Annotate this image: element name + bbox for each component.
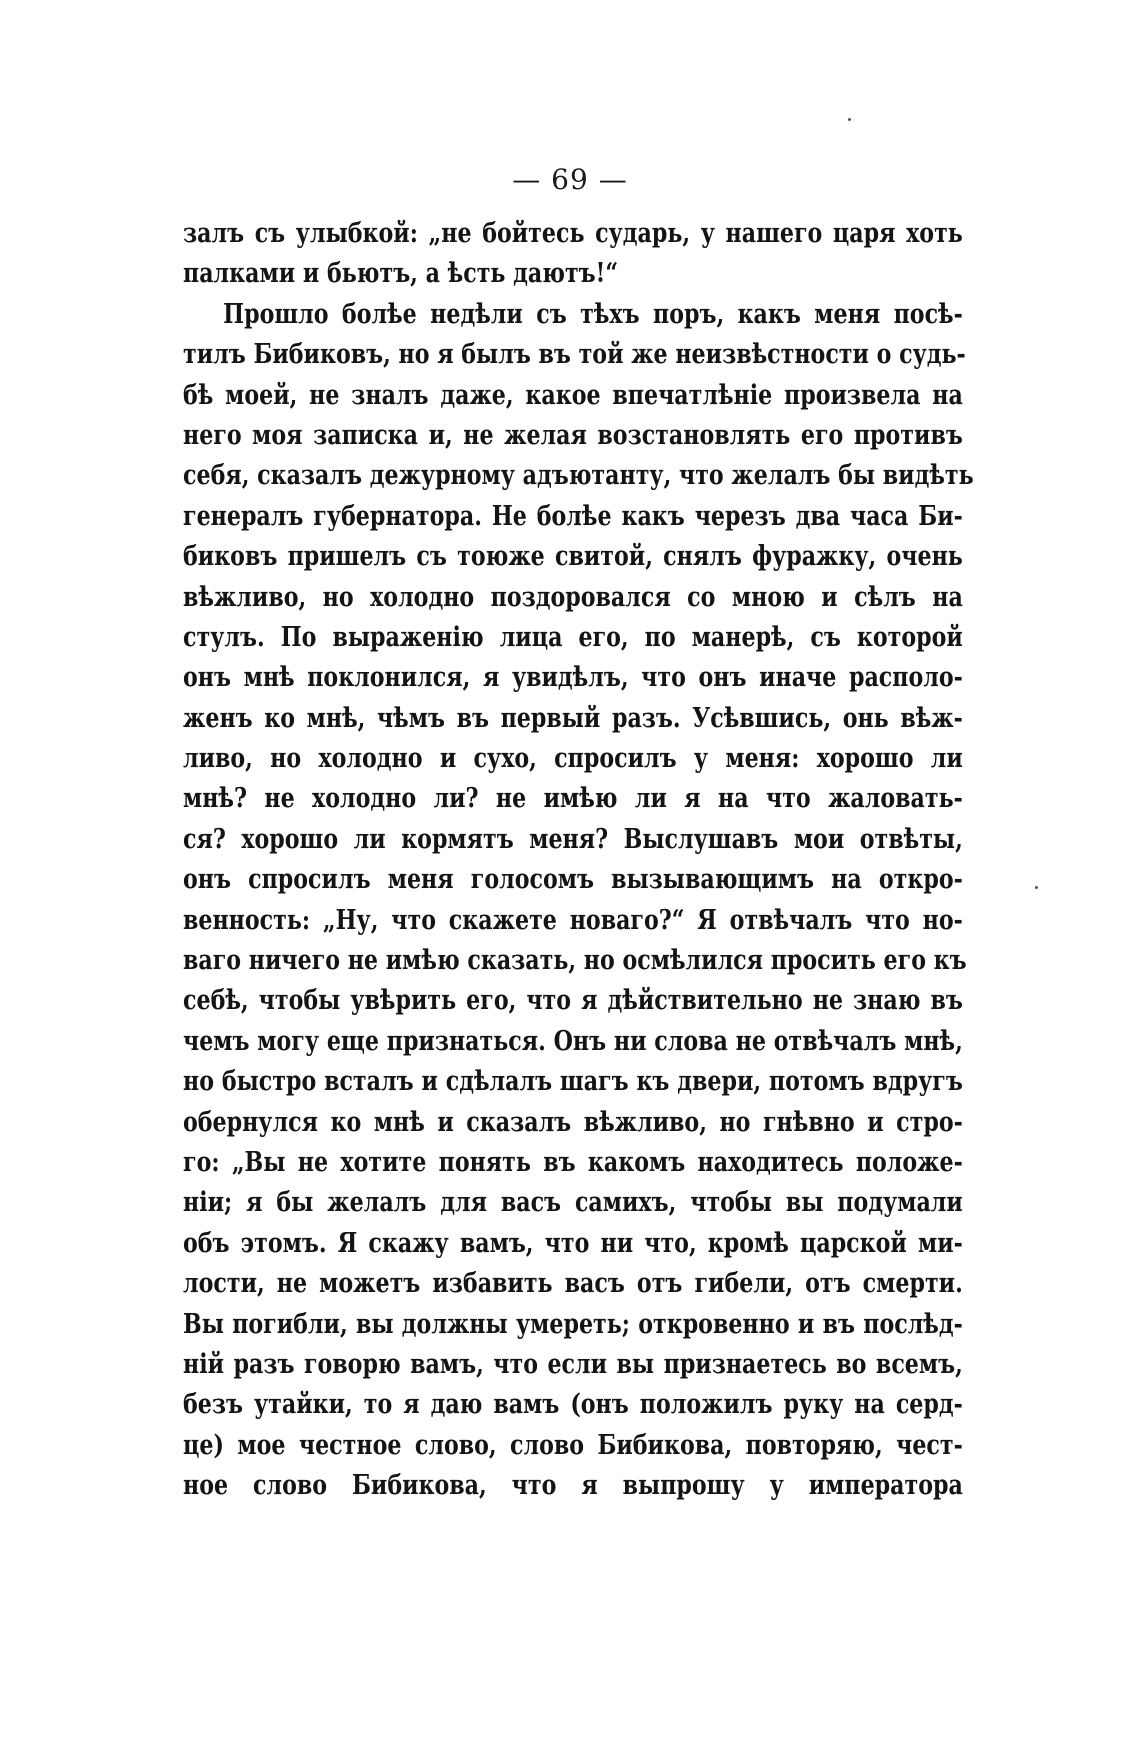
text-line: залъ съ улыбкой: „не бойтесь сударь, у нашего царя хоть (183, 218, 963, 249)
text-line: объ этомъ. Я скажу вамъ, что ни что, кромѣ царской ми- (183, 1227, 963, 1259)
text-line: онъ спросилъ меня голосомъ вызывающимъ на откро- (183, 864, 963, 896)
text-line: онъ мнѣ поклонился, я увидѣлъ, что онъ иначе располо- (183, 662, 963, 694)
text-line: ніи; я бы желалъ для васъ самихъ, чтобы вы подумали (183, 1187, 963, 1219)
text-line: ливо, но холодно и сухо, спросилъ у меня: хорошо ли (183, 743, 963, 775)
page-number: — 69 — (512, 163, 628, 196)
text-line: ній разъ говорю вамъ, что если вы признаетесь во всемъ, (183, 1348, 963, 1380)
text-line: биковъ пришелъ съ тоюже свитой, снялъ фуражку, очень (183, 541, 963, 573)
text-line: ся? хорошо ли кормятъ меня? Выслушавъ мои отвѣты, (183, 823, 963, 855)
body-text (183, 214, 974, 1507)
text-line: мнѣ? не холодно ли? не имѣю ли я на что жаловать- (183, 783, 963, 815)
text-line: него моя записка и, не желая возстановлять его противъ (183, 419, 963, 451)
scan-speck (848, 118, 851, 121)
text-line: це) мое честное слово, слово Бибикова, повторяю, чест- (183, 1429, 963, 1461)
text-line: венность: „Ну, что скажете новаго?“ Я отвѣчалъ что но- (183, 904, 963, 936)
text-line: тилъ Бибиковъ, но я былъ въ той же неизвѣстности о судь- (183, 339, 966, 371)
text-line: го: „Вы не хотите понять въ какомъ находитесь положе- (183, 1146, 963, 1178)
text-line: Прошло болѣе недѣли съ тѣхъ поръ, какъ меня посѣ- (223, 298, 963, 330)
text-line: безъ утайки, то я даю вамъ (онъ положилъ руку на серд- (183, 1389, 963, 1421)
text-line: ное слово Бибикова, что я выпрошу у императора (183, 1470, 963, 1502)
text-line: но быстро всталъ и сдѣлалъ шагъ къ двери, потомъ вдругъ (183, 1066, 963, 1098)
text-line: бѣ моей, не зналъ даже, какое впечатлѣніе произвела на (183, 379, 963, 411)
text-line: чемъ могу еще признаться. Онъ ни слова не отвѣчалъ мнѣ, (183, 1025, 963, 1057)
text-line: обернулся ко мнѣ и сказалъ вѣжливо, но гнѣвно и стро- (183, 1106, 963, 1138)
text-line: женъ ко мнѣ, чѣмъ въ первый разъ. Усѣвшись, онь вѣж- (183, 702, 963, 734)
text-line: генералъ губернатора. Не болѣе какъ черезъ два часа Би- (183, 500, 963, 532)
text-line: лости, не можетъ избавить васъ отъ гибели, отъ смерти. (183, 1268, 963, 1300)
scan-speck (1035, 886, 1038, 889)
text-line: вѣжливо, но холодно поздоровался со мною и сѣлъ на (183, 581, 963, 613)
text-line: Вы погибли, вы должны умереть; откровенно и въ послѣд- (183, 1308, 963, 1340)
text-line: себѣ, чтобы увѣрить его, что я дѣйствительно не знаю въ (183, 985, 963, 1017)
text-line: стулъ. По выраженію лица его, по манерѣ, съ которой (183, 621, 963, 653)
text-line: палками и бьютъ, а ѣсть даютъ!“ (183, 258, 619, 290)
text-line: себя, сказалъ дежурному адъютанту, что желалъ бы видѣть (183, 460, 974, 492)
text-line: ваго ничего не имѣю сказать, но осмѣлился просить его къ (183, 945, 967, 977)
